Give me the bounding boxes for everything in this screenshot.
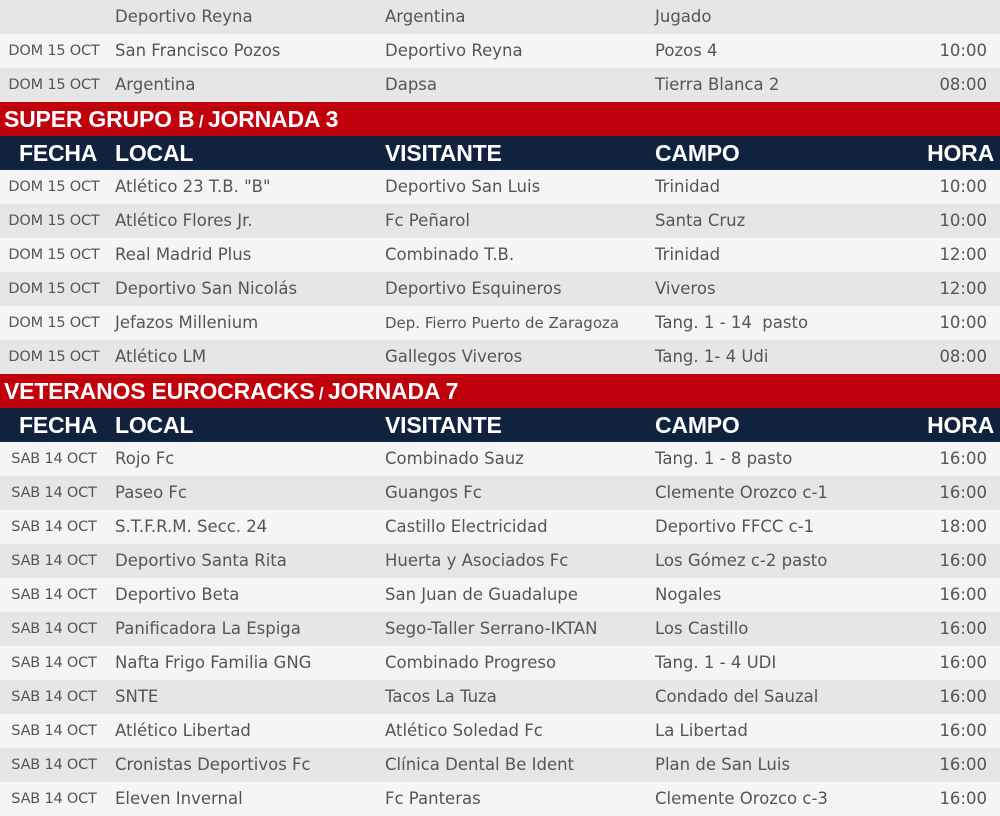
table-row <box>0 306 1000 340</box>
match-hour: 16:00 <box>939 653 987 672</box>
match-date: DOM 15 OCT <box>8 179 100 195</box>
visiting-team: Castillo Electricidad <box>385 517 548 536</box>
visiting-team: Fc Peñarol <box>385 211 470 230</box>
visiting-team: Combinado Progreso <box>385 653 557 672</box>
field-name: Deportivo FFCC c-1 <box>655 517 815 536</box>
column-header-fecha: FECHA <box>19 140 98 166</box>
table-row <box>0 68 1000 102</box>
match-date: DOM 15 OCT <box>8 247 100 263</box>
local-team: Deportivo Beta <box>115 585 240 604</box>
local-team: Paseo Fc <box>115 483 187 502</box>
field-name: Clemente Orozco c-3 <box>655 789 828 808</box>
match-hour: 16:00 <box>939 619 987 638</box>
match-hour: 10:00 <box>939 211 987 230</box>
match-hour: 16:00 <box>939 585 987 604</box>
column-header-visitante: VISITANTE <box>385 412 502 438</box>
visiting-team: Deportivo San Luis <box>385 177 541 196</box>
column-header-row <box>0 136 1000 170</box>
local-team: San Francisco Pozos <box>115 41 281 60</box>
local-team: Cronistas Deportivos Fc <box>115 755 311 774</box>
local-team: Panificadora La Espiga <box>115 619 301 638</box>
field-name: Trinidad <box>655 245 721 264</box>
column-header-campo: CAMPO <box>655 140 740 166</box>
match-date: SAB 14 OCT <box>11 791 97 807</box>
match-hour: 16:00 <box>939 551 987 570</box>
local-team: Deportivo San Nicolás <box>115 279 298 298</box>
match-hour: 10:00 <box>939 313 987 332</box>
field-name: Tang. 1- 4 Udi <box>655 347 769 366</box>
local-team: Atlético Flores Jr. <box>115 211 253 230</box>
column-header-hora: HORA <box>927 140 994 166</box>
match-date: DOM 15 OCT <box>8 315 100 331</box>
local-team: Real Madrid Plus <box>115 245 252 264</box>
column-header-row <box>0 408 1000 442</box>
match-hour: 08:00 <box>939 347 987 366</box>
local-team: Atlético Libertad <box>115 721 251 740</box>
local-team: Argentina <box>115 75 196 94</box>
section-title-super-grupo-b <box>0 102 1000 136</box>
field-name: Tang. 1 - 14 pasto <box>655 313 809 332</box>
table-row <box>0 510 1000 544</box>
field-name: Tang. 1 - 4 UDI <box>655 653 777 672</box>
field-name: La Libertad <box>655 721 748 740</box>
table-row <box>0 204 1000 238</box>
table-row <box>0 680 1000 714</box>
match-date: SAB 14 OCT <box>11 757 97 773</box>
match-hour: 12:00 <box>939 279 987 298</box>
match-date: DOM 15 OCT <box>8 43 100 59</box>
table-row <box>0 782 1000 816</box>
table-row <box>0 578 1000 612</box>
section-round: JORNADA 3 <box>207 106 339 132</box>
table-row <box>0 238 1000 272</box>
visiting-team: Dep. Fierro Puerto de Zaragoza <box>385 314 620 332</box>
match-date: SAB 14 OCT <box>11 519 97 535</box>
table-row <box>0 442 1000 476</box>
table-row <box>0 34 1000 68</box>
column-header-visitante: VISITANTE <box>385 140 502 166</box>
table-row <box>0 0 1000 34</box>
local-team: Deportivo Santa Rita <box>115 551 287 570</box>
local-team: Deportivo Reyna <box>115 7 253 26</box>
column-header-hora: HORA <box>927 412 994 438</box>
column-header-local: LOCAL <box>115 140 194 166</box>
match-date: SAB 14 OCT <box>11 723 97 739</box>
visiting-team: Argentina <box>385 7 466 26</box>
visiting-team: Gallegos Viveros <box>385 347 523 366</box>
column-header-local: LOCAL <box>115 412 194 438</box>
field-name: Tierra Blanca 2 <box>655 75 780 94</box>
section-separator: / <box>194 112 208 131</box>
field-name: Los Gómez c-2 pasto <box>655 551 828 570</box>
visiting-team: Guangos Fc <box>385 483 482 502</box>
field-name: Viveros <box>655 279 716 298</box>
local-team: Rojo Fc <box>115 449 175 468</box>
visiting-team: Sego-Taller Serrano-IKTAN <box>385 619 598 638</box>
field-name: Trinidad <box>655 177 721 196</box>
match-date: DOM 15 OCT <box>8 77 100 93</box>
match-date: SAB 14 OCT <box>11 485 97 501</box>
match-date: DOM 15 OCT <box>8 349 100 365</box>
table-row <box>0 340 1000 374</box>
field-name: Santa Cruz <box>655 211 746 230</box>
visiting-team: Atlético Soledad Fc <box>385 721 543 740</box>
table-row <box>0 476 1000 510</box>
field-name: Nogales <box>655 585 722 604</box>
match-hour: 16:00 <box>939 483 987 502</box>
table-row <box>0 714 1000 748</box>
table-row <box>0 646 1000 680</box>
match-hour: 10:00 <box>939 177 987 196</box>
match-hour: 16:00 <box>939 687 987 706</box>
local-team: Atlético LM <box>115 347 207 366</box>
section-round: JORNADA 7 <box>327 378 459 404</box>
local-team: SNTE <box>115 687 159 706</box>
field-name: Clemente Orozco c-1 <box>655 483 828 502</box>
match-date: DOM 15 OCT <box>8 213 100 229</box>
field-name: Plan de San Luis <box>655 755 791 774</box>
visiting-team: Tacos La Tuza <box>385 687 497 706</box>
match-date: SAB 14 OCT <box>11 689 97 705</box>
visiting-team: Combinado T.B. <box>385 245 515 264</box>
local-team: Jefazos Millenium <box>115 313 259 332</box>
field-name: Pozos 4 <box>655 41 718 60</box>
match-date: SAB 14 OCT <box>11 655 97 671</box>
match-hour: 16:00 <box>939 449 987 468</box>
column-header-fecha: FECHA <box>19 412 98 438</box>
match-hour: 18:00 <box>939 517 987 536</box>
match-hour: 16:00 <box>939 721 987 740</box>
match-hour: 10:00 <box>939 41 987 60</box>
table-row <box>0 170 1000 204</box>
match-hour: 16:00 <box>939 755 987 774</box>
match-date: SAB 14 OCT <box>11 553 97 569</box>
field-name: Los Castillo <box>655 619 749 638</box>
visiting-team: Dapsa <box>385 75 437 94</box>
local-team: Nafta Frigo Familia GNG <box>115 653 312 672</box>
visiting-team: Combinado Sauz <box>385 449 524 468</box>
table-row <box>0 544 1000 578</box>
visiting-team: Huerta y Asociados Fc <box>385 551 569 570</box>
table-row <box>0 612 1000 646</box>
match-date: SAB 14 OCT <box>11 621 97 637</box>
match-hour: 12:00 <box>939 245 987 264</box>
visiting-team: Deportivo Reyna <box>385 41 523 60</box>
visiting-team: San Juan de Guadalupe <box>385 585 578 604</box>
match-hour: 16:00 <box>939 789 987 808</box>
section-title-veteranos-eurocracks <box>0 374 1000 408</box>
match-date: SAB 14 OCT <box>11 451 97 467</box>
section-separator: / <box>314 384 328 403</box>
local-team: Eleven Invernal <box>115 789 243 808</box>
table-row <box>0 748 1000 782</box>
visiting-team: Fc Panteras <box>385 789 481 808</box>
column-header-campo: CAMPO <box>655 412 740 438</box>
section-name: SUPER GRUPO B <box>4 106 195 132</box>
field-name: Tang. 1 - 8 pasto <box>655 449 793 468</box>
table-row <box>0 272 1000 306</box>
field-name: Condado del Sauzal <box>655 687 819 706</box>
visiting-team: Clínica Dental Be Ident <box>385 755 575 774</box>
section-name: VETERANOS EUROCRACKS <box>4 378 315 404</box>
visiting-team: Deportivo Esquineros <box>385 279 562 298</box>
match-date: SAB 14 OCT <box>11 587 97 603</box>
match-date: DOM 15 OCT <box>8 281 100 297</box>
match-hour: 08:00 <box>939 75 987 94</box>
local-team: S.T.F.R.M. Secc. 24 <box>115 517 268 536</box>
field-name: Jugado <box>655 7 712 26</box>
local-team: Atlético 23 T.B. "B" <box>115 177 271 196</box>
